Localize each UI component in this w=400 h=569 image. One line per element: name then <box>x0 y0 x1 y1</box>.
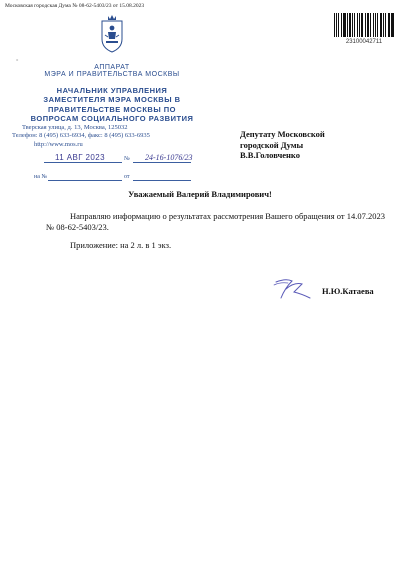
letter-body-paragraph: Направляю информацию о результатах рассмотрения Вашего обращения от 14.07.2023 № 08-62-5403/23. <box>46 211 385 232</box>
number-prefix: № <box>124 156 130 162</box>
org-title-line: НАЧАЛЬНИК УПРАВЛЕНИЯ <box>56 86 168 95</box>
corner-mark: ° <box>16 59 19 65</box>
reference-date-underline <box>133 180 191 181</box>
org-title-line: ЗАМЕСТИТЕЛЯ МЭРА МОСКВЫ В <box>43 95 181 105</box>
reference-from-label: от <box>124 174 130 180</box>
recipient-line: Депутату Московской <box>240 129 325 139</box>
org-department-title <box>0 86 224 124</box>
address-phone: Телефон: 8 (495) 633-6934, факс: 8 (495) 633-6935 <box>12 132 150 140</box>
address-street: Тверская улица, д. 13, Москва, 125032 <box>22 124 128 131</box>
org-mayor-government: МЭРА И ПРАВИТЕЛЬСТВА МОСКВЫ <box>44 71 180 78</box>
letter-body <box>46 211 386 233</box>
letter-attachment: Приложение: на 2 л. в 1 экз. <box>70 240 172 250</box>
recipient-block <box>240 129 325 161</box>
moscow-coat-of-arms-icon <box>99 13 125 53</box>
reference-number-underline <box>48 180 122 181</box>
document-registration-line: Московская городская Дума № 08-62-5403/23 от 15.08.2023 <box>5 3 145 9</box>
barcode-number: 23100042711 <box>345 39 383 45</box>
barcode <box>334 13 394 37</box>
sender-address <box>12 124 150 149</box>
address-website: http://www.mos.ru <box>34 140 83 148</box>
handwritten-signature <box>272 276 316 302</box>
org-title-line: ПРАВИТЕЛЬСТВЕ МОСКВЫ ПО <box>48 104 176 114</box>
signer-name: Н.Ю.Катаева <box>322 286 374 296</box>
outgoing-date-stamp: 11 АВГ 2023 <box>55 153 105 162</box>
letter-greeting: Уважаемый Валерий Владимирович! <box>128 189 272 199</box>
recipient-line: городской Думы <box>240 139 304 150</box>
reference-prefix: на № <box>34 174 48 180</box>
org-title-line: ВОПРОСАМ СОЦИАЛЬНОГО РАЗВИТИЯ <box>30 114 194 124</box>
number-underline <box>133 162 191 163</box>
recipient-name: В.В.Головченко <box>240 150 300 160</box>
outgoing-number: 24-16-1076/23 <box>145 153 193 162</box>
org-apparatus: АППАРАТ <box>94 64 130 71</box>
date-underline <box>44 162 122 163</box>
